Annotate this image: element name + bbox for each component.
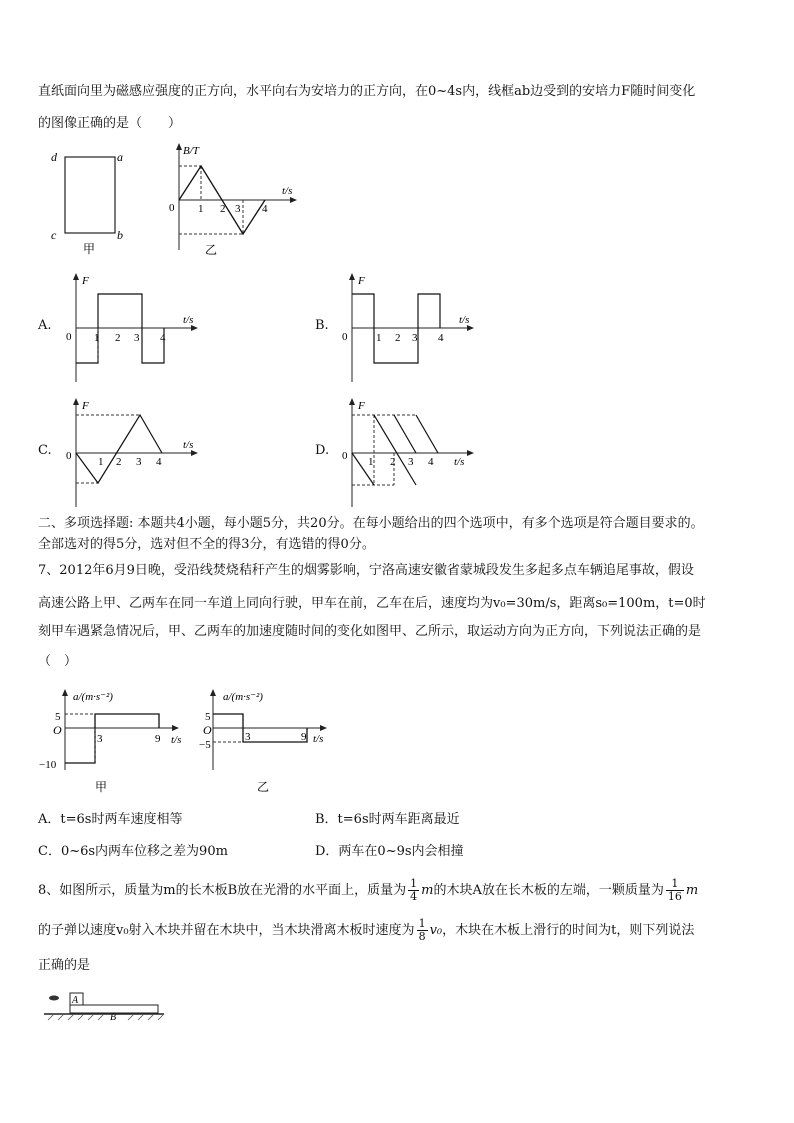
q7-text-line2: 高速公路上甲、乙两车在同一车道上同向行驶，甲车在前，乙车在后，速度均为v₀=30m/s，距离s₀=100m，t=0时 bbox=[38, 596, 706, 611]
d-tick-2: 2 bbox=[390, 456, 396, 468]
jia-t2: 9 bbox=[155, 733, 161, 745]
option-d-graph[interactable] bbox=[338, 395, 488, 513]
q8-frac2-var: m bbox=[685, 883, 699, 898]
q6-option-c-letter[interactable]: C. bbox=[38, 443, 52, 458]
frame-label-b: b bbox=[117, 228, 123, 242]
b-caption: 乙 bbox=[205, 243, 218, 257]
b-t-graph bbox=[165, 140, 305, 260]
b-tick-1: 1 bbox=[198, 203, 204, 215]
yi-t2: 9 bbox=[301, 731, 307, 743]
d-tick-1: 1 bbox=[368, 456, 374, 468]
b-ylabel: B/T bbox=[183, 145, 199, 157]
option-b-graph[interactable] bbox=[338, 270, 488, 388]
b2-tick-2: 2 bbox=[395, 332, 401, 344]
q8-text-line2 bbox=[38, 918, 694, 943]
q8-frac1 bbox=[408, 878, 419, 903]
q7-text-line4: （ ） bbox=[38, 654, 78, 669]
q8-part1: 8、如图所示，质量为m的长木板B放在光滑的水平面上，质量为 bbox=[38, 883, 407, 898]
q8-frac2-den: 16 bbox=[667, 890, 682, 903]
d-xlabel: t/s bbox=[454, 456, 465, 468]
q8-frac1-den: 4 bbox=[410, 890, 418, 903]
a-tick-3: 3 bbox=[134, 332, 140, 344]
c-tick-3: 3 bbox=[136, 456, 142, 468]
jia-axis-y-arrow bbox=[62, 689, 68, 696]
q8-figure bbox=[40, 988, 170, 1028]
d-seg-4 bbox=[416, 415, 438, 453]
q8-frac2 bbox=[666, 878, 684, 903]
c-xlabel: t/s bbox=[183, 439, 194, 451]
d-axis-x-arrow bbox=[467, 450, 474, 456]
q6-text-line1: 直纸面向里为磁感应强度的正方向，水平向右为安培力的正方向，在0~4s内，线框ab边受到的安培力F随时间变化 bbox=[38, 84, 696, 99]
q8-frac3-den: 8 bbox=[418, 930, 426, 943]
yi-ytop: 5 bbox=[205, 711, 211, 723]
frame-figure bbox=[45, 145, 135, 257]
c-tick-1: 1 bbox=[98, 456, 104, 468]
frame-label-c: c bbox=[51, 228, 57, 242]
frame-label-d: d bbox=[51, 150, 57, 164]
b-axis-x-arrow bbox=[290, 197, 297, 203]
b2-ylabel: F bbox=[358, 275, 365, 287]
yi-xlabel: t/s bbox=[313, 733, 324, 745]
a-tick-2: 2 bbox=[115, 332, 121, 344]
frame-label-a: a bbox=[117, 150, 123, 164]
jia-curve bbox=[65, 714, 159, 763]
b2-tick-4: 4 bbox=[438, 332, 444, 344]
option-c-graph[interactable] bbox=[62, 395, 212, 513]
board-b-label: B bbox=[110, 1012, 117, 1023]
q8-text-line3: 正确的是 bbox=[38, 958, 91, 973]
d-seg-3 bbox=[394, 415, 416, 453]
jia-ybottom: −10 bbox=[39, 759, 57, 771]
c-tick-2: 2 bbox=[116, 456, 122, 468]
q7-option-a[interactable]: A．t=6s时两车速度相等 bbox=[38, 812, 183, 827]
a-axis-y-arrow bbox=[73, 273, 79, 280]
yi-caption: 乙 bbox=[257, 780, 270, 794]
a-xlabel: t/s bbox=[183, 314, 194, 326]
b2-xlabel: t/s bbox=[459, 314, 470, 326]
yi-ylabel: a/(m·s⁻²) bbox=[223, 691, 263, 703]
d-tick-4: 4 bbox=[428, 456, 434, 468]
option-a-graph[interactable] bbox=[62, 270, 212, 388]
c-axis-y-arrow bbox=[73, 398, 79, 405]
a-t-graph-yi bbox=[195, 686, 345, 798]
wire-frame bbox=[65, 157, 115, 233]
a-tick-4: 4 bbox=[160, 332, 166, 344]
jia-axis-x-arrow bbox=[172, 725, 179, 731]
ground-hatch bbox=[48, 1014, 164, 1020]
section2-line2: 全部选对的得5分，选对但不全的得3分，有选错的得0分。 bbox=[38, 537, 375, 552]
q7-option-b[interactable]: B．t=6s时两车距离最近 bbox=[315, 812, 460, 827]
c-origin: 0 bbox=[66, 450, 72, 462]
q8-part3: 的子弹以速度v₀射入木块并留在木块中，当木块滑离木板时速度为 bbox=[38, 923, 415, 938]
b2-tick-1: 1 bbox=[376, 332, 382, 344]
yi-origin: O bbox=[203, 723, 212, 737]
c-curve bbox=[76, 415, 162, 483]
a-ylabel: F bbox=[82, 275, 89, 287]
q8-frac2-num: 1 bbox=[666, 878, 684, 891]
a-tick-1: 1 bbox=[94, 332, 100, 344]
yi-ybottom: −5 bbox=[199, 739, 211, 751]
yi-axis-x-arrow bbox=[320, 725, 327, 731]
b-tick-4: 4 bbox=[262, 203, 268, 215]
q6-text-line2: 的图像正确的是（ ） bbox=[38, 116, 182, 131]
jia-xlabel: t/s bbox=[171, 734, 182, 746]
jia-ytop: 5 bbox=[55, 711, 61, 723]
d-origin: 0 bbox=[342, 450, 348, 462]
b-xlabel: t/s bbox=[282, 185, 293, 197]
q8-frac1-num: 1 bbox=[410, 877, 418, 890]
q6-option-d-letter[interactable]: D. bbox=[315, 443, 330, 458]
q7-text-line3: 刻甲车遇紧急情况后，甲、乙两车的加速度随时间的变化如图甲、乙所示，取运动方向为正方向，下列说法正确的是 bbox=[38, 624, 702, 639]
q8-frac1-var: m bbox=[421, 883, 434, 898]
a-origin: 0 bbox=[66, 331, 72, 343]
b2-tick-3: 3 bbox=[412, 332, 418, 344]
q8-frac3 bbox=[417, 918, 428, 943]
b-axis-y-arrow bbox=[176, 143, 182, 150]
c-ylabel: F bbox=[82, 400, 89, 412]
c-tick-4: 4 bbox=[156, 456, 162, 468]
bullet-icon bbox=[49, 996, 59, 1001]
b-origin: 0 bbox=[169, 202, 175, 214]
block-a-label: A bbox=[72, 995, 79, 1006]
q8-text-line1 bbox=[38, 878, 698, 903]
section2-line1: 二、多项选择题: 本题共4小题，每小题5分，共20分。在每小题给出的四个选项中，有多个选项是符合题目要求的。 bbox=[38, 516, 704, 531]
a-t-graph-jia bbox=[35, 686, 195, 798]
b2-axis-y-arrow bbox=[349, 273, 355, 280]
yi-axis-y-arrow bbox=[210, 689, 216, 696]
jia-caption: 甲 bbox=[95, 780, 108, 794]
jia-t1: 3 bbox=[97, 733, 103, 745]
q6-option-b-letter[interactable]: B. bbox=[315, 318, 329, 333]
yi-t1: 3 bbox=[245, 731, 251, 743]
q7-option-d[interactable]: D．两车在0~9s内会相撞 bbox=[315, 844, 464, 859]
q8-part4: ，木块在木板上滑行的时间为t，则下列说法 bbox=[442, 923, 695, 938]
q7-option-c[interactable]: C．0~6s内两车位移之差为90m bbox=[38, 844, 228, 859]
b2-origin: 0 bbox=[342, 331, 348, 343]
d-tick-3: 3 bbox=[408, 456, 414, 468]
b-tick-3: 3 bbox=[235, 203, 241, 215]
d-seg-2 bbox=[374, 415, 416, 485]
b-tick-2: 2 bbox=[220, 203, 226, 215]
jia-ylabel: a/(m·s⁻²) bbox=[73, 691, 113, 703]
d-ylabel: F bbox=[358, 400, 365, 412]
q7-text-line1: 7、2012年6月9日晚，受沿线焚烧秸秆产生的烟雾影响，宁洛高速安徽省蒙城段发生多起多点车辆追尾事故，假设 bbox=[38, 563, 694, 578]
q8-frac3-num: 1 bbox=[418, 917, 426, 930]
d-axis-y-arrow bbox=[349, 398, 355, 405]
jia-origin: O bbox=[53, 723, 62, 737]
frame-caption: 甲 bbox=[83, 242, 96, 256]
q8-frac3-var: v₀ bbox=[429, 923, 443, 938]
q6-option-a-letter[interactable]: A. bbox=[38, 318, 52, 333]
q8-part2: 的木块A放在长木板的左端，一颗质量为 bbox=[433, 883, 664, 898]
